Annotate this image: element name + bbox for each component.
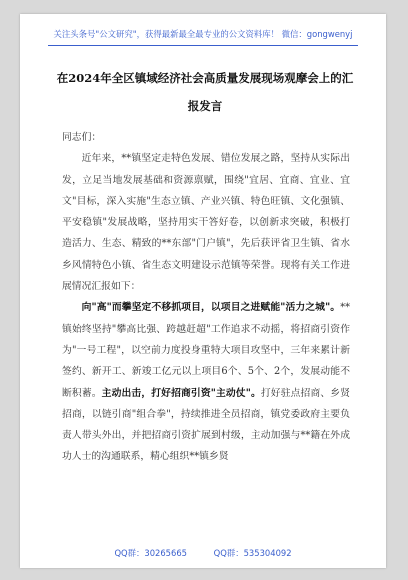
- paragraph-intro: 近年来，**镇坚定走特色发展、错位发展之路，坚持从实际出发，立足当地发展基础和资源禀赋，围绕"宜居、宜商、宜业、宜文"目标，深入实施"生态立镇、产业兴镇、特色旺镇、文化强镇、平安稳镇"发展战略，坚持用实干答好卷，以创新求突破，积极打造活力、生态、精致的**东部"门户镇"，先后获评省卫生镇、省水乡风情特色小镇、省生态文明建设示范镇等荣誉。现将有关工作进展情况汇报如下：: [62, 153, 350, 293]
- section-text: **镇始终坚持"攀高比强、跨越赶超"工作追求不动摇，将招商引资作为"一号工程"，以空前力度投身重特大项目攻坚中，三年来累计新签约、新开工、新竣工亿元以上项目6个、5个、2个，发展动能不断积蓄。: [62, 302, 350, 399]
- footer-qq-group-2: QQ群：535304092: [213, 548, 292, 558]
- document-page: [20, 14, 386, 568]
- footer-qq-group-1: QQ群：30265665: [114, 548, 187, 558]
- document-body: [62, 127, 350, 468]
- salutation: 同志们：: [62, 132, 102, 143]
- header-banner: 关注头条号"公文研究"，获得最新最全最专业的公文资料库！ 微信：gongwenyj: [53, 29, 353, 39]
- footer: [20, 547, 386, 559]
- paragraph-projects: [62, 297, 350, 467]
- section-heading: 向"高"而攀坚定不移抓项目，以项目之进赋能"活力之城"。: [81, 302, 341, 314]
- header-divider: [48, 45, 358, 46]
- document-title: 在2024年全区镇域经济社会高质量发展现场观摩会上的汇报发言: [56, 71, 354, 113]
- subsection-heading: 主动出击，打好招商引资"主动仗"。: [101, 387, 261, 399]
- subsection-text: 打好驻点招商、乡贤招商，以链引商"组合拳"，持续推进全员招商，镇党委政府主要负责人带头外出，并把招商引资扩展到村级，主动加强与**籍在外成功人士的沟通联系，精心组织**镇乡贤: [62, 387, 351, 463]
